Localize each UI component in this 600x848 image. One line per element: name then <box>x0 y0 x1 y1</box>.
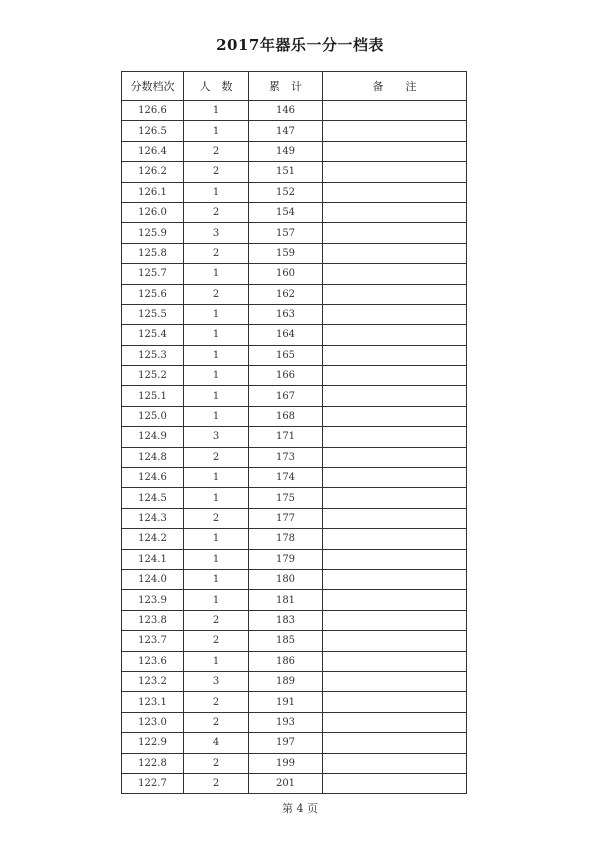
cell-score: 125.1 <box>122 386 184 406</box>
cell-count: 2 <box>184 141 249 161</box>
cell-cumulative: 159 <box>249 243 323 263</box>
cell-count: 2 <box>184 631 249 651</box>
cell-note <box>323 468 467 488</box>
cell-note <box>323 529 467 549</box>
cell-cumulative: 164 <box>249 325 323 345</box>
cell-cumulative: 185 <box>249 631 323 651</box>
cell-cumulative: 146 <box>249 101 323 121</box>
cell-cumulative: 189 <box>249 671 323 691</box>
cell-cumulative: 175 <box>249 488 323 508</box>
table-row <box>122 631 467 651</box>
table-row <box>122 427 467 447</box>
cell-note <box>323 651 467 671</box>
cell-note <box>323 182 467 202</box>
table-row <box>122 386 467 406</box>
table-row <box>122 529 467 549</box>
cell-count: 2 <box>184 692 249 712</box>
cell-cumulative: 191 <box>249 692 323 712</box>
cell-count: 3 <box>184 223 249 243</box>
cell-note <box>323 284 467 304</box>
cell-score: 125.2 <box>122 366 184 386</box>
cell-score: 123.9 <box>122 590 184 610</box>
cell-note <box>323 202 467 222</box>
cell-note <box>323 345 467 365</box>
cell-cumulative: 201 <box>249 773 323 793</box>
cell-note <box>323 549 467 569</box>
cell-note <box>323 733 467 753</box>
cell-cumulative: 183 <box>249 610 323 630</box>
cell-note <box>323 712 467 732</box>
cell-cumulative: 166 <box>249 366 323 386</box>
cell-count: 4 <box>184 733 249 753</box>
cell-note <box>323 304 467 324</box>
table-row <box>122 366 467 386</box>
cell-count: 2 <box>184 243 249 263</box>
cell-count: 1 <box>184 345 249 365</box>
cell-note <box>323 773 467 793</box>
cell-cumulative: 181 <box>249 590 323 610</box>
table-row <box>122 101 467 121</box>
cell-count: 2 <box>184 753 249 773</box>
cell-cumulative: 180 <box>249 569 323 589</box>
cell-score: 123.1 <box>122 692 184 712</box>
cell-cumulative: 149 <box>249 141 323 161</box>
cell-note <box>323 243 467 263</box>
cell-note <box>323 569 467 589</box>
cell-count: 1 <box>184 549 249 569</box>
cell-cumulative: 174 <box>249 468 323 488</box>
cell-count: 1 <box>184 366 249 386</box>
cell-score: 125.8 <box>122 243 184 263</box>
cell-count: 1 <box>184 590 249 610</box>
table-row <box>122 753 467 773</box>
cell-count: 1 <box>184 304 249 324</box>
table-row <box>122 243 467 263</box>
cell-score: 123.0 <box>122 712 184 732</box>
table-row <box>122 223 467 243</box>
header-cumulative: 累 计 <box>249 72 323 101</box>
header-score: 分数档次 <box>122 72 184 101</box>
cell-score: 125.5 <box>122 304 184 324</box>
table-row <box>122 468 467 488</box>
table-row <box>122 590 467 610</box>
cell-score: 124.0 <box>122 569 184 589</box>
cell-cumulative: 171 <box>249 427 323 447</box>
table-row <box>122 121 467 141</box>
cell-note <box>323 162 467 182</box>
cell-cumulative: 168 <box>249 406 323 426</box>
cell-score: 122.7 <box>122 773 184 793</box>
cell-score: 126.4 <box>122 141 184 161</box>
table-row <box>122 447 467 467</box>
cell-note <box>323 264 467 284</box>
cell-cumulative: 197 <box>249 733 323 753</box>
cell-note <box>323 366 467 386</box>
cell-note <box>323 610 467 630</box>
cell-score: 126.6 <box>122 101 184 121</box>
cell-score: 125.6 <box>122 284 184 304</box>
cell-count: 2 <box>184 712 249 732</box>
table-row <box>122 712 467 732</box>
cell-note <box>323 406 467 426</box>
cell-score: 126.5 <box>122 121 184 141</box>
cell-score: 123.6 <box>122 651 184 671</box>
cell-score: 126.0 <box>122 202 184 222</box>
cell-count: 2 <box>184 284 249 304</box>
cell-score: 122.9 <box>122 733 184 753</box>
cell-score: 124.9 <box>122 427 184 447</box>
table-row <box>122 773 467 793</box>
cell-cumulative: 163 <box>249 304 323 324</box>
cell-count: 2 <box>184 162 249 182</box>
table-row <box>122 692 467 712</box>
cell-score: 125.4 <box>122 325 184 345</box>
cell-score: 123.2 <box>122 671 184 691</box>
cell-note <box>323 692 467 712</box>
table-row <box>122 651 467 671</box>
table-row <box>122 345 467 365</box>
table-row <box>122 508 467 528</box>
cell-cumulative: 173 <box>249 447 323 467</box>
table-row <box>122 406 467 426</box>
table-row <box>122 264 467 284</box>
cell-cumulative: 179 <box>249 549 323 569</box>
cell-count: 1 <box>184 468 249 488</box>
cell-score: 125.3 <box>122 345 184 365</box>
cell-note <box>323 223 467 243</box>
cell-score: 124.1 <box>122 549 184 569</box>
cell-note <box>323 141 467 161</box>
cell-note <box>323 121 467 141</box>
table-body <box>122 101 467 794</box>
table-row <box>122 304 467 324</box>
cell-cumulative: 167 <box>249 386 323 406</box>
cell-cumulative: 157 <box>249 223 323 243</box>
cell-count: 2 <box>184 773 249 793</box>
cell-note <box>323 671 467 691</box>
table-row <box>122 549 467 569</box>
cell-cumulative: 178 <box>249 529 323 549</box>
cell-score: 124.6 <box>122 468 184 488</box>
cell-cumulative: 154 <box>249 202 323 222</box>
cell-cumulative: 193 <box>249 712 323 732</box>
table-row <box>122 488 467 508</box>
cell-score: 124.2 <box>122 529 184 549</box>
table-row <box>122 733 467 753</box>
cell-note <box>323 631 467 651</box>
cell-score: 125.7 <box>122 264 184 284</box>
cell-cumulative: 165 <box>249 345 323 365</box>
cell-score: 125.9 <box>122 223 184 243</box>
cell-score: 124.8 <box>122 447 184 467</box>
cell-note <box>323 427 467 447</box>
cell-cumulative: 177 <box>249 508 323 528</box>
cell-note <box>323 386 467 406</box>
cell-count: 1 <box>184 406 249 426</box>
cell-note <box>323 753 467 773</box>
score-table <box>121 71 467 794</box>
page-number: 第 4 页 <box>282 802 318 815</box>
table-row <box>122 610 467 630</box>
cell-count: 1 <box>184 182 249 202</box>
header-count: 人 数 <box>184 72 249 101</box>
cell-note <box>323 488 467 508</box>
cell-count: 3 <box>184 671 249 691</box>
cell-count: 1 <box>184 529 249 549</box>
cell-cumulative: 147 <box>249 121 323 141</box>
cell-count: 1 <box>184 101 249 121</box>
cell-score: 123.8 <box>122 610 184 630</box>
cell-cumulative: 199 <box>249 753 323 773</box>
cell-score: 124.3 <box>122 508 184 528</box>
cell-count: 1 <box>184 488 249 508</box>
cell-cumulative: 152 <box>249 182 323 202</box>
cell-cumulative: 186 <box>249 651 323 671</box>
cell-count: 1 <box>184 569 249 589</box>
cell-score: 124.5 <box>122 488 184 508</box>
cell-count: 2 <box>184 447 249 467</box>
cell-cumulative: 160 <box>249 264 323 284</box>
cell-count: 1 <box>184 121 249 141</box>
table-header-row <box>122 72 467 101</box>
cell-cumulative: 151 <box>249 162 323 182</box>
cell-score: 122.8 <box>122 753 184 773</box>
table-row <box>122 162 467 182</box>
cell-score: 126.1 <box>122 182 184 202</box>
table-row <box>122 671 467 691</box>
cell-count: 1 <box>184 651 249 671</box>
table-row <box>122 325 467 345</box>
cell-count: 1 <box>184 325 249 345</box>
table-row <box>122 141 467 161</box>
cell-count: 2 <box>184 610 249 630</box>
cell-note <box>323 101 467 121</box>
cell-count: 1 <box>184 386 249 406</box>
cell-score: 126.2 <box>122 162 184 182</box>
cell-note <box>323 325 467 345</box>
cell-cumulative: 162 <box>249 284 323 304</box>
table-row <box>122 182 467 202</box>
cell-count: 1 <box>184 264 249 284</box>
table-row <box>122 284 467 304</box>
table-row <box>122 202 467 222</box>
header-note: 备 注 <box>323 72 467 101</box>
table-row <box>122 569 467 589</box>
cell-count: 2 <box>184 202 249 222</box>
cell-count: 3 <box>184 427 249 447</box>
cell-note <box>323 508 467 528</box>
cell-score: 125.0 <box>122 406 184 426</box>
cell-count: 2 <box>184 508 249 528</box>
cell-score: 123.7 <box>122 631 184 651</box>
cell-note <box>323 447 467 467</box>
cell-note <box>323 590 467 610</box>
page-title: 2017年器乐一分一档表 <box>216 36 384 54</box>
